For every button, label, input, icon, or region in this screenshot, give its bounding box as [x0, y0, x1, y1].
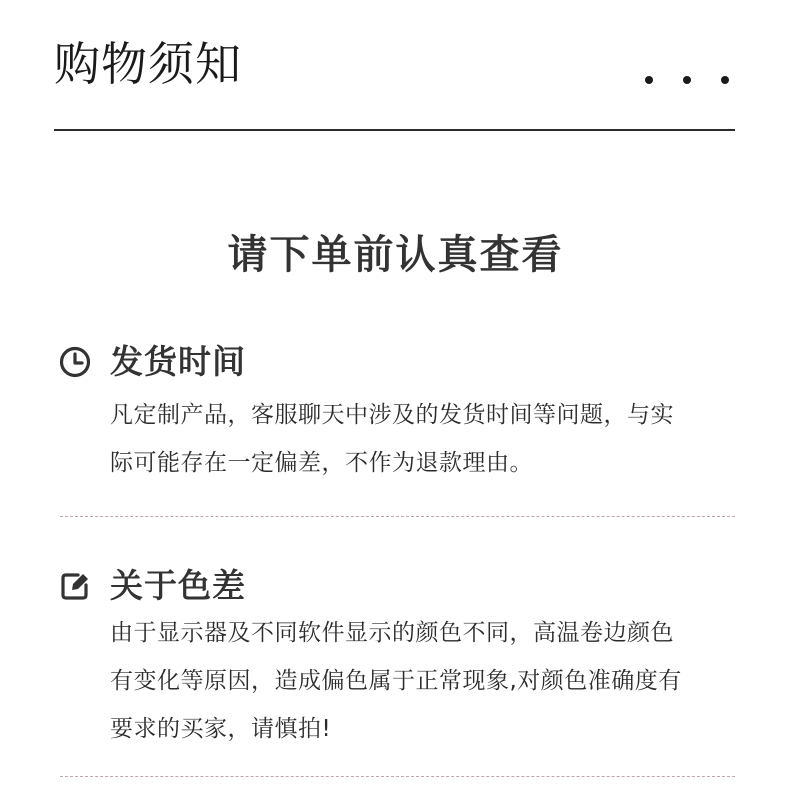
dot: [645, 76, 653, 84]
dot: [721, 76, 729, 84]
dashed-divider: [60, 516, 735, 517]
section-color-text: [110, 609, 750, 753]
text-line: 要求的买家，请慎拍!: [110, 716, 332, 742]
section-shipping-header: [58, 342, 246, 382]
notice-subtitle: 请下单前认真查看: [227, 232, 564, 278]
clock-icon: [58, 345, 92, 379]
more-dots-icon[interactable]: [645, 76, 729, 84]
section-title: 关于色差: [110, 566, 246, 605]
text-line: 凡定制产品，客服聊天中涉及的发货时间等问题，与实: [110, 402, 674, 428]
dashed-divider: [60, 776, 735, 777]
dot: [683, 76, 691, 84]
text-line: 由于显示器及不同软件显示的颜色不同，高温卷边颜色: [110, 620, 674, 646]
page-title: 购物须知: [54, 37, 242, 91]
section-title: 发货时间: [110, 342, 246, 381]
header-divider: [54, 129, 735, 131]
text-line: 有变化等原因，造成偏色属于正常现象,对颜色准确度有: [110, 668, 682, 694]
section-shipping-text: [110, 391, 750, 487]
edit-icon: [58, 569, 92, 603]
section-color-header: [58, 566, 246, 606]
text-line: 际可能存在一定偏差，不作为退款理由。: [110, 450, 533, 476]
